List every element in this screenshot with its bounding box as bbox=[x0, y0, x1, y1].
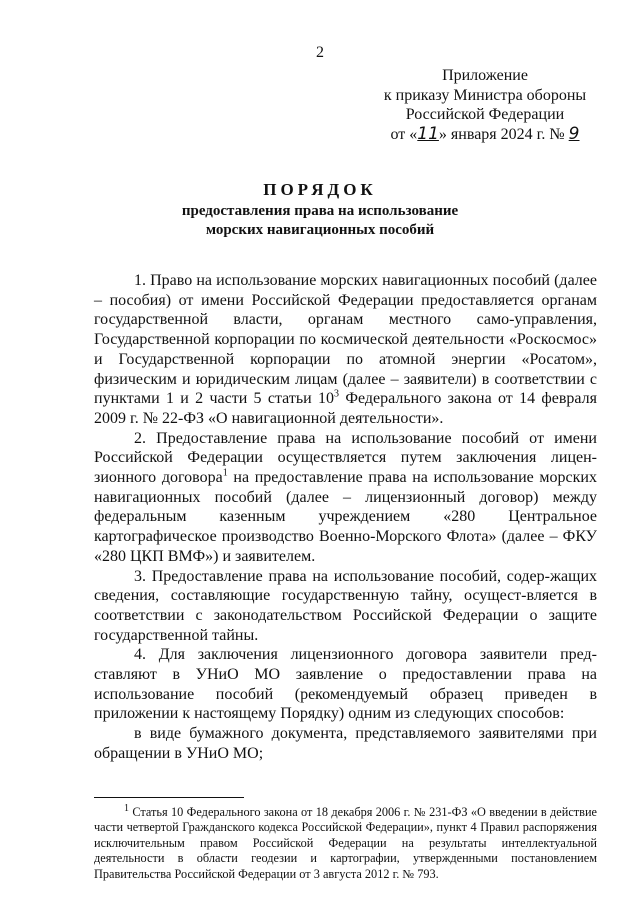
paragraph-2 bbox=[94, 429, 597, 567]
date-suffix: » января 2024 г. № bbox=[438, 125, 565, 143]
footnote-reference: 1 bbox=[222, 467, 228, 479]
date-prefix: от « bbox=[390, 125, 418, 143]
appendix-line-3: Российской Федерации bbox=[405, 106, 565, 123]
document-title: ПОРЯДОК bbox=[263, 180, 377, 199]
paragraph-3: 3. Предоставление права на использование пособий, содер-жащих сведения, составляющие государственную тайну, осущест-вляется в соответствии с законодательством Российской Федерации о защите государственной тайны. bbox=[94, 567, 597, 644]
footnote-body: Статья 10 Федерального закона от 18 декабря 2006 г. № 231-ФЗ «О введении в действие части четвертой Гражданского кодекса Российской Федерации», пункт 4 Правил распоряжения исключительным правом Российской Федерации на результаты интеллектуальной деятельности в области геодезии и картографии, утвержденными постановлением Правительства Российской Федерации от 3 августа 2012 г. № 793. bbox=[94, 805, 597, 881]
appendix-date-line bbox=[370, 125, 600, 145]
paragraph-2-text: 2. Предоставление права на использование пособий от имени Российской Федерации осуществляется путем заключения лицен-зионного договора bbox=[94, 429, 597, 487]
paragraph-4: 4. Для заключения лицензионного договора заявители пред-ставляют в УНиО МО заявление о предоставлении права на использование пособий (рекомендуемый образец приведен в приложении к настоящему Порядку) одним из следующих способов: bbox=[94, 646, 597, 723]
appendix-line-1: Приложение bbox=[442, 67, 528, 84]
appendix-header bbox=[370, 66, 600, 144]
paragraph-1-text-end: Федерального закона от 14 февраля 2009 г. № 22-ФЗ «О навигационной деятельности». bbox=[94, 390, 598, 427]
footnote-marker: 1 bbox=[124, 802, 129, 814]
footnote-text bbox=[94, 802, 597, 882]
handwritten-order-number: 9 bbox=[568, 123, 580, 144]
subtitle-line-2: морских навигационных пособий bbox=[205, 222, 435, 238]
paragraph-1-text: 1. Право на использование морских навигационных пособий (далее – пособия) от имени Российской Федерации предоставляется органам государственной власти, органам местного само-управления, Государственной корпорации по космической деятельности «Роскосмос» и Государственной корпорации по атомной энергии «Росатом», физическим и юридическим лицам (далее – заявители) в соответствии с пунктами 1 и 2 части 5 статьи 10 bbox=[94, 272, 597, 408]
document-body bbox=[94, 271, 597, 764]
paragraph-1-superscript: 3 bbox=[334, 388, 340, 400]
paragraph-1 bbox=[94, 271, 597, 429]
document-subtitle bbox=[0, 202, 640, 240]
footnote-separator bbox=[94, 797, 244, 798]
appendix-line-2: к приказу Министра обороны bbox=[383, 86, 587, 104]
subtitle-line-1: предоставления права на использование bbox=[181, 203, 459, 219]
page-number: 2 bbox=[316, 44, 324, 61]
footnote bbox=[94, 802, 597, 882]
handwritten-day: 11 bbox=[417, 123, 439, 144]
paragraph-2-text-end: на предоставление права на использование морских навигационных пособий (далее – лицензионный договор) между федеральным казенным учреждением «280 Центральное картографическое производство Военно-Морского Флота» (далее – ФКУ «280 ЦКП ВМФ») и заявителем. bbox=[94, 469, 597, 565]
paragraph-5: в виде бумажного документа, представляемого заявителями при обращении в УНиО МО; bbox=[94, 725, 597, 762]
